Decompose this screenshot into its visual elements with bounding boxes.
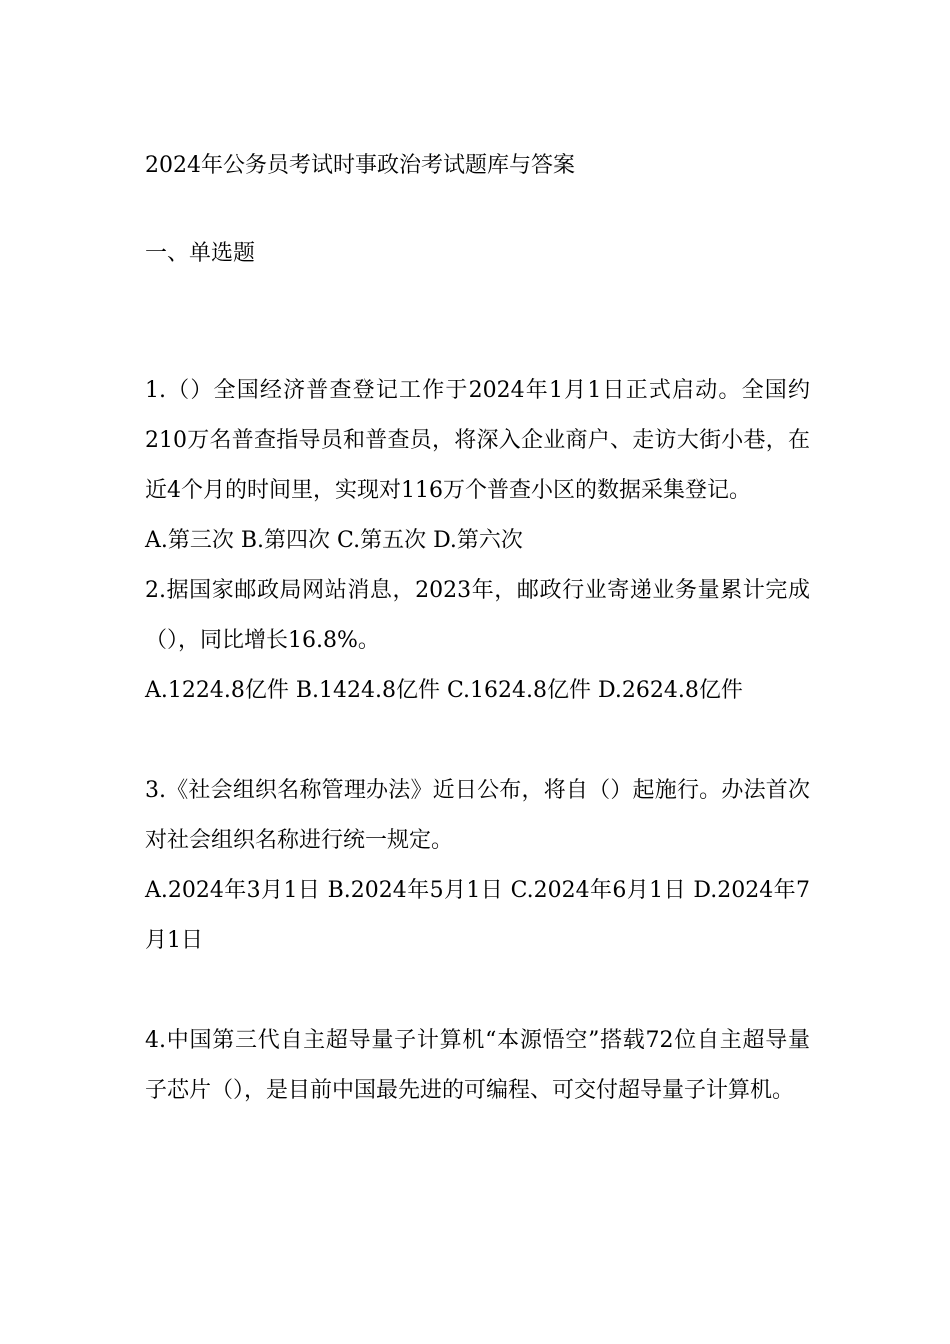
document-title: 2024年公务员考试时事政治考试题库与答案 [145,153,575,178]
section-heading: 一、单选题 [145,241,256,266]
question-list [145,366,810,1116]
question-stem: 2.据国家邮政局网站消息，2023年，邮政行业寄递业务量累计完成（），同比增长16.8%。 [145,578,810,653]
question-stem: 1.（）全国经济普查登记工作于2024年1月1日正式启动。全国约210万名普查指导员和普查员，将深入企业商户、走访大街小巷，在近4个月的时间里，实现对116万个普查小区的数据采集登记。 [145,378,810,503]
question-2 [145,566,810,716]
question-stem: 3.《社会组织名称管理办法》近日公布，将自（）起施行。办法首次对社会组织名称进行统一规定。 [145,778,810,853]
question-1 [145,366,810,566]
question-3 [145,766,810,966]
question-4 [145,1016,810,1116]
question-options: A.2024年3月1日 B.2024年5月1日 C.2024年6月1日 D.2024年7月1日 [145,878,810,953]
question-stem: 4.中国第三代自主超导量子计算机“本源悟空”搭载72位自主超导量子芯片（），是目前中国最先进的可编程、可交付超导量子计算机。 [145,1028,810,1103]
question-options: A.1224.8亿件 B.1424.8亿件 C.1624.8亿件 D.2624.8亿件 [145,678,743,703]
question-options: A.第三次 B.第四次 C.第五次 D.第六次 [145,528,523,553]
